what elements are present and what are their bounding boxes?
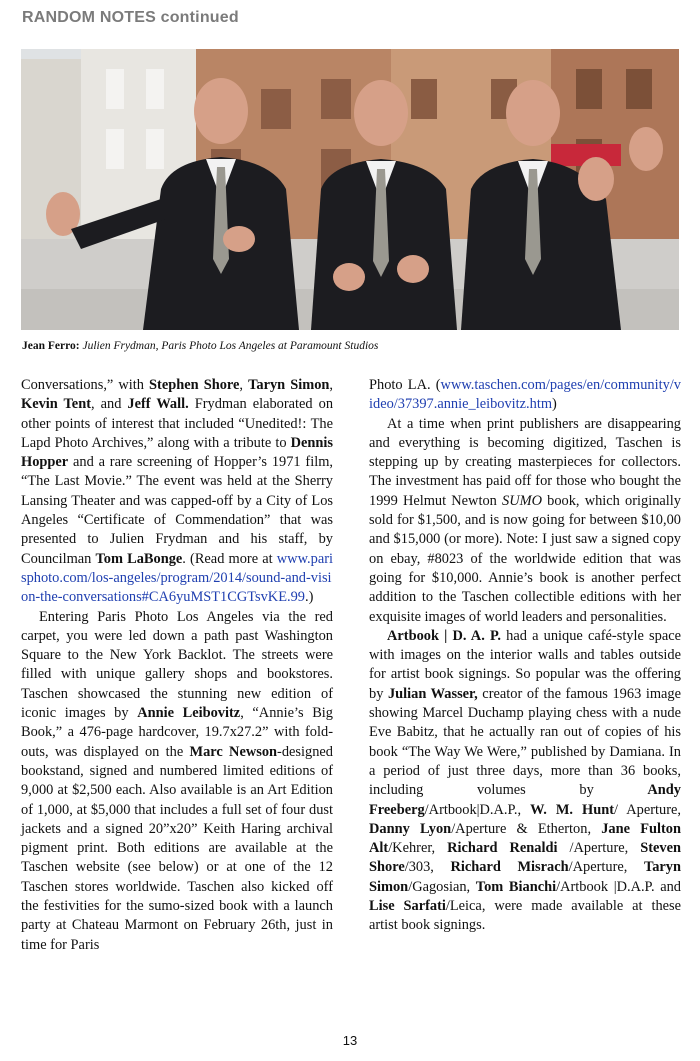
text-run: and a rare screening of Hopper’s 1971 film, “The Last Movie.” The event was held at the Sherry Lansing Theater and was capped-off by a City of Los Angeles “Certificate of Commendation” that was presented to Julien Frydman and his staff, by Councilman — [21, 454, 333, 567]
name-taryn-simon: Taryn Simon — [248, 377, 330, 393]
name-annie-leibovitz: Annie Leibovitz — [137, 705, 241, 722]
name-marc-newson: Marc Newson — [189, 743, 278, 760]
text-run: book, which originally sold for $1,500, and is now going for between $10,00 and $15,000 (or more). Note: I just saw a signed copy on ebay, #8023 of the worldwide edition that was going for $10,000. Annie’s book is another perfect addition to the Taschen collectible editions with her exquisite images of world leaders and personalities. — [369, 492, 681, 625]
right-column — [369, 376, 681, 936]
text-run: /Artbook |D.A.P. and — [556, 878, 681, 895]
text-run: / Aperture, — [614, 801, 681, 818]
text-run: -designed bookstand, signed and numbered limited editions of 9,000 at $2,500 each. Also available is an Art Edition of 1,000, at $5,000 that includes a full set of four dust jackets and a signed 20”x20” Keith Haring archival pigment print. Both editions are available at the Taschen website (see below) or at one of the 12 Taschen stores worldwide. Taschen also kicked off the festivities for the sumo-sized book with a launch party at Chateau Marmont on February 26th, just in time for Paris — [21, 743, 333, 953]
name-jane-fulton-alt: Jane Fulton Alt — [369, 820, 681, 857]
text-run: , — [239, 377, 249, 393]
caption-text: Julien Frydman, Paris Photo Los Angeles at Paramount Studios — [82, 340, 379, 352]
page-number: 13 — [342, 1033, 358, 1048]
paragraph — [369, 376, 681, 415]
photo-caption — [22, 338, 678, 354]
paragraph — [369, 415, 681, 627]
name-taryn-simon: Taryn Simon — [369, 859, 681, 895]
text-run: /Aperture, — [568, 859, 644, 876]
text-run: Photo LA. ( — [369, 377, 441, 393]
text-run: ) — [552, 396, 557, 413]
left-column — [21, 376, 333, 955]
text-run: Frydman elaborated on other points of interest that included “Unedited!: The Lapd Photo Archives,” along with a tribute to — [21, 396, 334, 451]
text-run: , — [329, 377, 334, 393]
text-run: At a time when print publishers are disappearing and everything is becoming digitized, Taschen is stepping up by creating masterpieces for collectors. The investment has paid off for those who bought the 1999 Helmut Newton — [369, 415, 681, 509]
paragraph — [369, 627, 681, 936]
text-run: , “Annie’s Big Book,” a 476-page hardcover, 19.7x27.2” with fold-outs, was displayed on the — [21, 705, 333, 760]
name-jeff-wall: Jeff Wall. — [127, 396, 189, 413]
title-sumo: SUMO — [502, 492, 542, 509]
name-danny-lyon: Danny Lyon — [369, 820, 452, 837]
taschen-link[interactable]: www.taschen.com/pages/en/community/video/37397.annie_leibovitz.htm — [369, 377, 681, 413]
caption-credit: Jean Ferro: — [22, 340, 80, 352]
name-steven-shore: Steven Shore — [369, 840, 681, 876]
text-run: creator of the famous 1963 image showing Marcel Duchamp playing chess with a nude Eve Babitz, that he actually ran out of copies of his book “The Way We Were,” published by Damiana. In a period of just three days, more than 36 books, including volumes by — [369, 685, 681, 799]
text-run: /Kehrer, — [388, 840, 448, 857]
paragraph — [21, 608, 333, 955]
name-richard-misrach: Richard Misrach — [450, 859, 569, 876]
name-andy-freeberg: Andy Freeberg — [369, 782, 681, 818]
name-artbook-dap: Artbook | D. A. P. — [387, 627, 502, 644]
text-run: had a unique café-style space with images on the interior walls and tables outside for artist book signings. So popular was the offering by — [369, 627, 682, 702]
text-run: /Gagosian, — [408, 878, 476, 895]
text-run: .) — [304, 589, 314, 606]
text-run: /Artbook|D.A.P., — [424, 801, 531, 818]
name-dennis-hopper: Dennis Hopper — [21, 434, 333, 471]
name-kevin-tent: Kevin Tent — [21, 396, 91, 413]
name-tom-bianchi: Tom Bianchi — [475, 878, 557, 895]
name-tom-labonge: Tom LaBonge — [95, 550, 183, 567]
text-run: , and — [91, 396, 128, 413]
name-stephen-shore: Stephen Shore — [149, 377, 240, 393]
text-run: /Aperture & Etherton, — [451, 820, 602, 837]
parisphoto-link[interactable]: www.parisphoto.com/los-angeles/program/2014/sound-and-vision-the-conversations#CA6yuMST1CGTsvKE.99 — [21, 550, 333, 606]
name-lise-sarfati: Lise Sarfati — [369, 898, 446, 915]
text-run: . (Read more at — [182, 550, 277, 567]
paragraph — [21, 376, 333, 608]
article-photo — [21, 49, 679, 330]
text-run: /Aperture, — [557, 840, 641, 857]
text-run: /303, — [404, 859, 451, 876]
name-richard-renaldi: Richard Renaldi — [447, 840, 558, 857]
name-wm-hunt: W. M. Hunt — [530, 801, 615, 818]
text-run: Conversations,” with — [21, 377, 150, 393]
text-run: /Leica, were made available at these artist book signings. — [369, 898, 682, 934]
name-julian-wasser: Julian Wasser, — [387, 685, 478, 702]
text-run: Entering Paris Photo Los Angeles via the red carpet, you were led down a path past Washington Square to the New York Backlot. The streets were filled with unique gallery shops and bookstores. Taschen showcased the stunning new edition of iconic images by — [21, 608, 333, 722]
section-header: RANDOM NOTES continued — [22, 9, 239, 26]
